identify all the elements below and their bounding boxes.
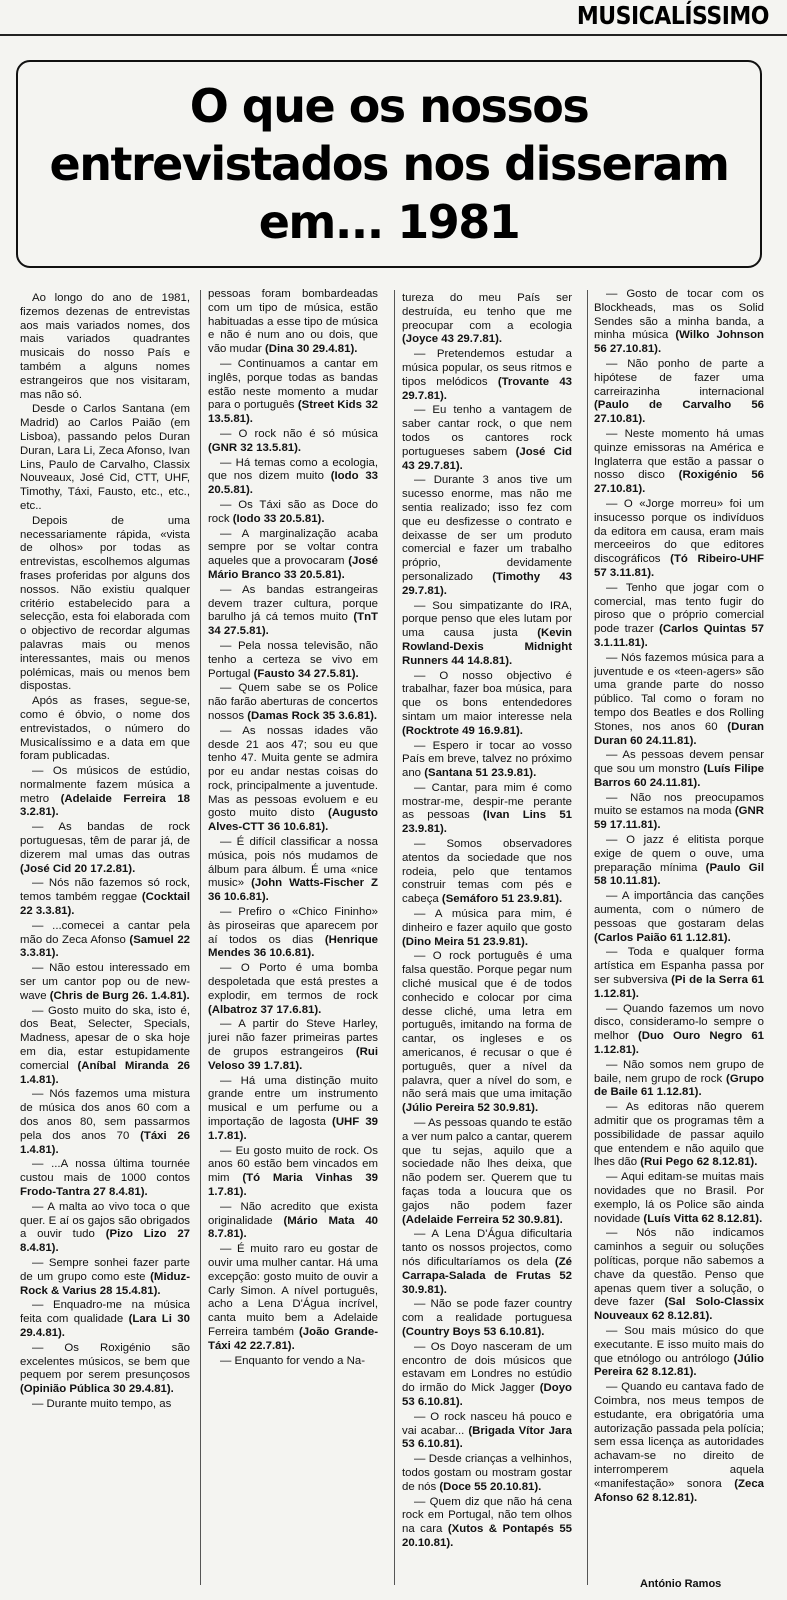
- quote-text: — O rock português é uma falsa questão. Porque pegar num cliché musical que é de todos conhecido e colocar por cima desse cliché, uma letra em português, imitando na forma de cantar, os ingleses e os americanos, é recusar o que é português, quer a nível da palavra, quer a nível do som, e não será mais que uma imitação: [402, 950, 572, 1101]
- quote-paragraph: [402, 782, 572, 837]
- quote-attribution: (GNR 59 17.11.81).: [594, 805, 764, 832]
- quote-attribution: (Wilko Johnson 56 27.10.81).: [594, 329, 764, 356]
- quote-attribution: (Pi de la Serra 61 1.12.81).: [594, 974, 764, 1000]
- quote-text: — Quando fazemos um novo disco, consideramo-lo sempre o melhor: [594, 1002, 764, 1043]
- quote-paragraph: [594, 652, 764, 749]
- quote-attribution: (José Mário Branco 33 20.5.81).: [208, 555, 378, 581]
- quote-text: — A marginalização acaba sempre por se voltar contra aqueles que a provocaram: [208, 527, 378, 568]
- quote-paragraph: [20, 695, 190, 764]
- quote-text: — Gosto muito do ska, isto é, dos Beat, Selecter, Specials, Madness, apesar de o ska hoje em dia, estar estupidamente comercial: [20, 1004, 190, 1072]
- quote-text: — Eu tenho a vantagem de saber cantar rock, o que nem todos os cantores rock portugueses sabem: [402, 404, 572, 458]
- quote-attribution: (Sal Solo-Classix Nouveaux 62 8.12.81).: [594, 1296, 764, 1323]
- quote-paragraph: [20, 403, 190, 513]
- quote-text: — Os músicos de estúdio, normalmente fazem música a metro: [20, 765, 190, 805]
- quote-attribution: (Henrique Mendes 36 10.6.81).: [208, 933, 378, 960]
- quote-attribution: (Rocktrote 49 16.9.81).: [402, 724, 523, 737]
- column-4: [594, 288, 764, 1578]
- quote-attribution: (Carlos Quintas 57 3.1.11.81).: [594, 623, 764, 649]
- quote-text: — Há uma distinção muito grande entre um instrumento musical e um perfume ou a importação de lagosta: [208, 1074, 378, 1129]
- quote-attribution: (Adelaide Ferreira 52 30.9.81).: [402, 1213, 563, 1226]
- quote-text: — Desde crianças a velhinhos, todos gostam ou mostram gostar de nós: [402, 1453, 572, 1493]
- quote-text: — Enquanto for vendo a Na-: [220, 1354, 366, 1367]
- quote-paragraph: [402, 1453, 572, 1494]
- quote-attribution: (Rui Veloso 39 1.7.81).: [208, 1046, 378, 1072]
- quote-text: — Nós fazemos música para a juventude e os «teen-agers» são uma grande parte do nosso público. Tal como o foram no tempo dos Beatles e dos Rolling Stones, nos anos 60: [594, 651, 764, 733]
- quote-attribution: (Chris de Burg 26. 1.4.81).: [49, 989, 190, 1002]
- column-divider: [200, 290, 201, 1585]
- quote-paragraph: [402, 1298, 572, 1339]
- quote-text: — Nós fazemos uma mistura de música dos anos 60 com a dos anos 80, sem passarmos pela dos anos 70: [20, 1088, 190, 1142]
- quote-paragraph: [20, 765, 190, 820]
- quote-text: — Gosto de tocar com os Blockheads, mas os Solid Sendes são a minha banda, a minha música: [594, 288, 764, 342]
- headline-line-2: entrevistados nos disseram: [49, 137, 729, 191]
- quote-text: — ...A nossa última tournée custou mais de 1000 contos: [20, 1158, 190, 1185]
- quote-paragraph: [208, 836, 378, 905]
- quote-paragraph: [20, 515, 190, 694]
- quote-attribution: (Dino Meira 51 23.9.81).: [402, 935, 528, 948]
- quote-attribution: (Brigada Vítor Jara 53 6.10.81).: [402, 1424, 572, 1451]
- quote-attribution: (Semáforo 51 23.9.81).: [441, 893, 563, 906]
- headline-box: [16, 60, 762, 268]
- quote-text: — Enquadro-me na música feita com qualidade: [20, 1299, 190, 1326]
- quote-attribution: (José Cid 43 29.7.81).: [402, 445, 572, 472]
- quote-text: — Os Táxi são as Doce do rock: [208, 498, 378, 525]
- quote-text: — As editoras não querem admitir que os programas têm a possibilidade de passar aquilo que entendem e não aquilo que lhes dão: [594, 1101, 764, 1169]
- quote-text: — Prefiro o «Chico Fininho» às piroseiras que aparecem por aí todos os dias: [208, 906, 378, 946]
- quote-text: Após as frases, segue-se, como é óbvio, o nome dos entrevistados, o número do Musicalíssimo e a data em que foram publicadas.: [20, 695, 190, 763]
- quote-text: — Nós não indicamos caminhos a seguir ou soluções políticas, porque não sabemos a chave da questão. Penso que apenas quem tiver a solução, o deve fazer: [594, 1227, 764, 1309]
- quote-text: — O nosso objectivo é trabalhar, fazer boa música, para que os bons entendedores sintam um maior interesse nela: [402, 669, 572, 723]
- quote-paragraph: [208, 358, 378, 427]
- quote-paragraph: [594, 1059, 764, 1100]
- quote-attribution: (Doce 55 20.10.81).: [439, 1480, 542, 1493]
- quote-text: — Não ponho de parte a hipótese de fazer uma carreirazinha internacional: [594, 357, 764, 398]
- quote-paragraph: [594, 946, 764, 1001]
- quote-attribution: (Rui Pego 62 8.12.81).: [640, 1156, 758, 1169]
- quote-paragraph: [402, 950, 572, 1116]
- quote-text: — Espero ir tocar ao vosso País em breve, talvez no próximo ano: [402, 739, 572, 780]
- quote-paragraph: [208, 457, 378, 498]
- quote-attribution: (Iodo 33 20.5.81).: [232, 512, 325, 525]
- column-3: [402, 292, 572, 1582]
- quote-paragraph: [20, 920, 190, 961]
- headline-line-1: O que os nossos: [189, 79, 589, 133]
- quote-attribution: (Street Kids 32 13.5.81).: [208, 399, 378, 426]
- quote-paragraph: [208, 682, 378, 723]
- quote-text: — Durante 3 anos tive um sucesso enorme, mas não me sentia realizado; isso fez com que eu desfizesse o contrato e deixasse de ser um produto comercial e fazer um trabalho próprio, devidamente personalizado: [402, 474, 572, 583]
- quote-paragraph: [594, 890, 764, 945]
- quote-paragraph: [20, 1201, 190, 1256]
- quote-paragraph: [594, 1227, 764, 1324]
- quote-paragraph: [208, 906, 378, 961]
- quote-attribution: (Roxigénio 56 27.10.81).: [594, 469, 764, 496]
- quote-text: — É muito raro eu gostar de ouvir uma mulher cantar. Há uma excepção: gosto muito de ouvir a Carly Simon. A nível português, acho a Lena D'Água incrível, canta muito bem a Adelaide Ferreira também: [208, 1243, 378, 1338]
- quote-paragraph: [402, 838, 572, 907]
- quote-paragraph: [402, 404, 572, 473]
- quote-paragraph: [20, 1299, 190, 1340]
- quote-text: — Sou mais músico do que executante. E isso muito mais do que etnólogo ou antrólogo: [594, 1324, 764, 1365]
- quote-paragraph: [208, 1201, 378, 1242]
- quote-paragraph: [594, 498, 764, 581]
- quote-attribution: (Tó Maria Vinhas 39 1.7.81).: [208, 1172, 378, 1198]
- quote-text: — Sempre sonhei fazer parte de um grupo como este: [20, 1256, 190, 1283]
- quote-attribution: (Júlio Pereira 62 8.12.81).: [594, 1352, 764, 1379]
- quote-text: — A importância das canções aumenta, com o número de pessoas que gostaram delas: [594, 890, 764, 930]
- quote-text: Depois de uma necessariamente rápida, «vista de olhos» por todas as entrevistas, escolhemos algumas frases proferidas por alguns dos nossos. Não existiu qualquer critério estabelecido para a selecção, esta foi elaborada com o objectivo de recordar algumas palavras mais ou menos interessantes, mais ou menos polémicas, mais ou menos bem dispostas.: [20, 514, 190, 693]
- quote-text: — A Lena D'Água dificultaria tanto os nossos projectos, como nós dificultaríamos os dela: [402, 1228, 572, 1268]
- quote-text: — As bandas de rock portuguesas, têm de parar já, de dizerem mal umas das outras: [20, 821, 190, 861]
- quote-attribution: (Ivan Lins 51 23.9.81).: [402, 809, 572, 836]
- quote-text: — É difícil classificar a nossa música, pois nós mudamos de álbum para álbum. É uma «nice music»: [208, 836, 378, 890]
- quote-attribution: (Dina 30 29.4.81).: [265, 343, 358, 356]
- quote-paragraph: [594, 358, 764, 427]
- quote-text: — A partir do Steve Harley, jurei não fazer primeiras partes de grupos estrangeiros: [208, 1018, 378, 1059]
- quote-paragraph: [402, 1496, 572, 1551]
- quote-attribution: (UHF 39 1.7.81).: [208, 1116, 378, 1142]
- quote-attribution: (Luís Vitta 62 8.12.81).: [643, 1212, 763, 1225]
- quote-paragraph: [208, 1075, 378, 1144]
- quote-paragraph: [20, 1005, 190, 1088]
- quote-paragraph: [208, 640, 378, 681]
- quote-attribution: (Samuel 22 3.3.81).: [20, 933, 190, 960]
- quote-attribution: (Lara Li 30 29.4.81).: [20, 1313, 190, 1339]
- quote-attribution: (Luís Filipe Barros 60 24.11.81).: [594, 763, 764, 789]
- quote-paragraph: [208, 499, 378, 527]
- quote-text: — Tenho que jogar com o comercial, mas tento fugir do piroso que o próprio comercial pode trazer: [594, 581, 764, 636]
- quote-paragraph: [208, 962, 378, 1017]
- quote-text: — O rock não é só música: [220, 427, 378, 440]
- quote-text: Ao longo do ano de 1981, fizemos dezenas de entrevistas aos mais variados nomes, dos mais variados quadrantes musicais do nosso País e também a alguns nomes estrangeiros que nos visitaram, mas não só.: [20, 292, 190, 401]
- quote-paragraph: [20, 292, 190, 402]
- quote-text: — O Porto é uma bomba despoletada que está prestes a explodir, em termos de rock: [208, 962, 378, 1002]
- quote-paragraph: [208, 1145, 378, 1200]
- quote-attribution: (Damas Rock 35 3.6.81).: [247, 709, 378, 722]
- quote-attribution: (Country Boys 53 6.10.81).: [402, 1325, 545, 1338]
- quote-attribution: (Aníbal Miranda 26 1.4.81).: [20, 1059, 190, 1086]
- quote-paragraph: [20, 1088, 190, 1157]
- quote-text: — Não nos preocupamos muito se estamos na moda: [594, 791, 764, 818]
- quote-attribution: (Miduz-Rock & Varius 28 15.4.81).: [20, 1270, 190, 1297]
- quote-attribution: (Paulo de Carvalho 56 27.10.81).: [594, 399, 764, 426]
- quote-text: — Não somos nem grupo de baile, nem grupo de rock: [594, 1058, 764, 1085]
- quote-attribution: (Duran Duran 60 24.11.81).: [594, 720, 764, 747]
- quote-text: — Toda e qualquer forma artística em Espanha passa por ser subversiva: [594, 946, 764, 987]
- quote-paragraph: [594, 1325, 764, 1380]
- quote-attribution: (GNR 32 13.5.81).: [208, 441, 302, 454]
- quote-attribution: (Duo Ouro Negro 61 1.12.81).: [594, 1030, 764, 1057]
- quote-paragraph: [594, 1381, 764, 1505]
- quote-paragraph: [402, 1228, 572, 1297]
- quote-attribution: (Mário Mata 40 8.7.81).: [208, 1214, 378, 1241]
- headline-line-3: em... 1981: [258, 195, 520, 249]
- quote-attribution: (José Cid 20 17.2.81).: [20, 862, 136, 875]
- quote-attribution: (Tó Ribeiro-UHF 57 3.11.81).: [594, 553, 764, 579]
- quote-text: — Os Doyo nasceram de um encontro de dois músicos que estavam em Londres no estúdio do irmão do Mick Jagger: [402, 1340, 572, 1395]
- quote-paragraph: [208, 1243, 378, 1353]
- quote-attribution: (TnT 34 27.5.81).: [208, 611, 378, 638]
- quote-attribution: (Júlio Pereira 52 30.9.81).: [402, 1102, 539, 1115]
- quote-paragraph: [402, 740, 572, 781]
- column-2: [208, 288, 378, 1578]
- quote-text: — Os Roxigénio são excelentes músicos, se bem que pequem por serem presunçosos: [20, 1341, 190, 1382]
- quote-text: — As pessoas devem pensar que sou um monstro: [594, 749, 764, 776]
- quote-paragraph: [208, 528, 378, 583]
- quote-text: — Durante muito tempo, as: [32, 1397, 172, 1410]
- quote-paragraph: [594, 1101, 764, 1170]
- quote-attribution: (Zeca Afonso 62 8.12.81).: [594, 1477, 764, 1504]
- quote-text: — As nossas idades vão desde 21 aos 47; sou eu que tenho 47. Muita gente se admira por eu andar nestas coisas do rock, principalmente a juventude. Mas as pessoas evoluem e eu gosto muito disto: [208, 724, 378, 820]
- quote-paragraph: [208, 584, 378, 639]
- quote-paragraph: [402, 1341, 572, 1410]
- quote-attribution: Frodo-Tantra 27 8.4.81).: [20, 1186, 148, 1198]
- quote-paragraph: [594, 1171, 764, 1226]
- quote-text: — As bandas estrangeiras devem trazer cultura, porque barulho já cá temos muito: [208, 583, 378, 624]
- quote-attribution: (Santana 51 23.9.81).: [424, 767, 537, 780]
- column-1: [20, 292, 190, 1582]
- quote-attribution: (Táxi 26 1.4.81).: [20, 1129, 190, 1156]
- top-rule: [0, 34, 787, 36]
- quote-paragraph: [20, 821, 190, 876]
- quote-text: — Quando eu cantava fado de Coimbra, nos meus tempos de estudante, era obrigatória uma autorização passada pela polícia; sem essa licença as autoridades achavam-se no direito de interromperem aquela «manifestação» sonora: [594, 1381, 764, 1490]
- quote-attribution: (Albatroz 37 17.6.81).: [208, 1003, 322, 1016]
- quote-paragraph: [402, 474, 572, 598]
- quote-text: — As pessoas quando te estão a ver num palco a cantar, querem que tu sejas, aquilo que a sociedade não lhes deixa, que não podem ser. Querem que tu faças toda a loucura que os gajos não podem fazer: [402, 1117, 572, 1212]
- quote-attribution: (Adelaide Ferreira 18 3.2.81).: [20, 792, 190, 819]
- quote-text: — Continuamos a cantar em inglês, porque todas as bandas estão neste momento a mudar para o português: [208, 357, 378, 412]
- quote-text: — Sou simpatizante do IRA, porque penso que eles lutam por uma causa justa: [402, 599, 572, 640]
- quote-paragraph: [594, 1003, 764, 1058]
- quote-attribution: (Timothy 43 29.7.81).: [402, 570, 572, 597]
- quote-paragraph: [402, 908, 572, 949]
- quote-attribution: (Zé Carrapa-Salada de Frutas 52 30.9.81).: [402, 1255, 572, 1296]
- quote-attribution: (Doyo 53 6.10.81).: [402, 1382, 572, 1408]
- quote-paragraph: [208, 1018, 378, 1073]
- quote-attribution: (Paulo Gil 58 10.11.81).: [594, 861, 764, 888]
- quote-attribution: (Augusto Alves-CTT 36 10.6.81).: [208, 807, 378, 834]
- article-columns: [16, 290, 762, 1580]
- byline: António Ramos: [640, 1578, 722, 1590]
- quote-paragraph: [402, 1411, 572, 1452]
- quote-text: — A música para mim, é dinheiro e fazer aquilo que gosto: [402, 908, 572, 934]
- quote-attribution: (Opinião Pública 30 29.4.81).: [20, 1383, 174, 1396]
- quote-text: — Não acredito que exista originalidade: [208, 1200, 378, 1227]
- quote-attribution: (Carlos Paião 61 1.12.81).: [594, 931, 731, 944]
- quote-paragraph: [594, 834, 764, 889]
- quote-paragraph: [20, 1342, 190, 1397]
- quote-paragraph: [208, 1355, 378, 1369]
- quote-paragraph: [594, 582, 764, 651]
- column-divider: [394, 290, 395, 1585]
- quote-attribution: (Xutos & Pontapés 55 20.10.81).: [402, 1523, 572, 1549]
- quote-paragraph: [20, 1257, 190, 1298]
- quote-text: — Não se pode fazer country com a realidade portuguesa: [402, 1298, 572, 1325]
- quote-text: — Eu gosto muito de rock. Os anos 60 estão bem vincados em mim: [208, 1144, 378, 1185]
- quote-text: — O «Jorge morreu» foi um insucesso porque os indivíduos da editora em causa, eram mais merceeiros do que editores discográficos: [594, 497, 764, 566]
- column-divider: [587, 290, 588, 1585]
- quote-text: tureza do meu País ser destruída, eu tenho que me preocupar com a ecologia: [402, 292, 572, 332]
- quote-text: Desde o Carlos Santana (em Madrid) ao Carlos Paião (em Lisboa), passando pelos Duran Duran, Lara Li, Zeca Afonso, Ivan Lins, Paulo de Carvalho, Classix Nouveaux, José Cid, CTT, UHF, Timothy, Táxi, Fausto, etc., etc., etc..: [20, 403, 190, 512]
- quote-text: — ...comecei a cantar pela mão do Zeca Afonso: [20, 919, 190, 946]
- quote-paragraph: [594, 288, 764, 357]
- quote-attribution: (Pizo Lizo 27 8.4.81).: [20, 1228, 190, 1255]
- masthead-logo: MUSICALÍSSIMO: [576, 2, 769, 31]
- quote-text: — O jazz é elitista porque exige de quem o ouve, uma preparação mínima: [594, 834, 764, 874]
- quote-attribution: (Kevin Rowland-Dexis Midnight Runners 44 14.8.81).: [402, 627, 572, 667]
- quote-text: — Não estou interessado em ser um cantor pop ou de new-wave: [20, 962, 190, 1002]
- quote-paragraph: [402, 600, 572, 669]
- quote-text: — Quem sabe se os Police não farão aberturas de concertos nossos: [208, 682, 378, 722]
- quote-text: — Quem diz que não há cena rock em Portugal, não tem olhos na cara: [402, 1495, 572, 1536]
- quote-paragraph: [594, 749, 764, 790]
- quote-paragraph: [402, 348, 572, 403]
- quote-paragraph: [402, 292, 572, 347]
- quote-text: — A malta ao vivo toca o que quer. E aí os gajos são obrigados a ouvir tudo: [20, 1200, 190, 1241]
- quote-attribution: (Iodo 33 20.5.81).: [208, 470, 378, 497]
- quote-paragraph: [402, 670, 572, 739]
- quote-text: pessoas foram bombardeadas com um tipo de música, estão habituadas a esse tipo de música e não é num ano ou dois, que vão mudar: [208, 288, 378, 356]
- quote-paragraph: [594, 792, 764, 833]
- quote-paragraph: [20, 962, 190, 1003]
- quote-attribution: (Grupo de Baile 61 1.12.81).: [594, 1072, 764, 1099]
- quote-paragraph: [208, 725, 378, 835]
- quote-paragraph: [20, 1398, 190, 1412]
- quote-attribution: (João Grande-Táxi 42 22.7.81).: [208, 1325, 378, 1352]
- quote-paragraph: [594, 428, 764, 497]
- quote-attribution: (Trovante 43 29.7.81).: [402, 375, 572, 402]
- quote-paragraph: [208, 288, 378, 357]
- quote-paragraph: [20, 877, 190, 918]
- quote-attribution: (Fausto 34 27.5.81).: [253, 667, 359, 680]
- quote-text: — Nós não fazemos só rock, temos também reggae: [20, 877, 190, 904]
- quote-text: — Somos observadores atentos da sociedade que nos rodeia, pelo que tentamos construir temas com pés e cabeça: [402, 838, 572, 906]
- quote-text: — Neste momento há umas quinze emissoras na América e Inglaterra que estão a passar o nosso disco: [594, 427, 764, 482]
- quote-paragraph: [20, 1158, 190, 1199]
- quote-paragraph: [402, 1117, 572, 1227]
- quote-text: — Há temas como a ecologia, que nos dizem muito: [208, 456, 378, 483]
- quote-text: — Cantar, para mim é como mostrar-me, despir-me perante as pessoas: [402, 781, 572, 822]
- quote-text: — Pela nossa televisão, não tenho a certeza se vivo em Portugal: [208, 639, 378, 680]
- quote-attribution: (Joyce 43 29.7.81).: [402, 333, 503, 346]
- quote-text: — Pretendemos estudar a música popular, os seus ritmos e tipos melódicos: [402, 348, 572, 388]
- quote-text: — O rock nasceu há pouco e vai acabar...: [402, 1410, 572, 1437]
- quote-paragraph: [208, 428, 378, 456]
- quote-text: — Aqui editam-se muitas mais novidades que no Brasil. Por exemplo, lá os Police são ainda novidade: [594, 1171, 764, 1225]
- quote-attribution: (Cocktail 22 3.3.81).: [20, 891, 190, 918]
- quote-attribution: (John Watts-Fischer Z 36 10.6.81).: [208, 877, 378, 904]
